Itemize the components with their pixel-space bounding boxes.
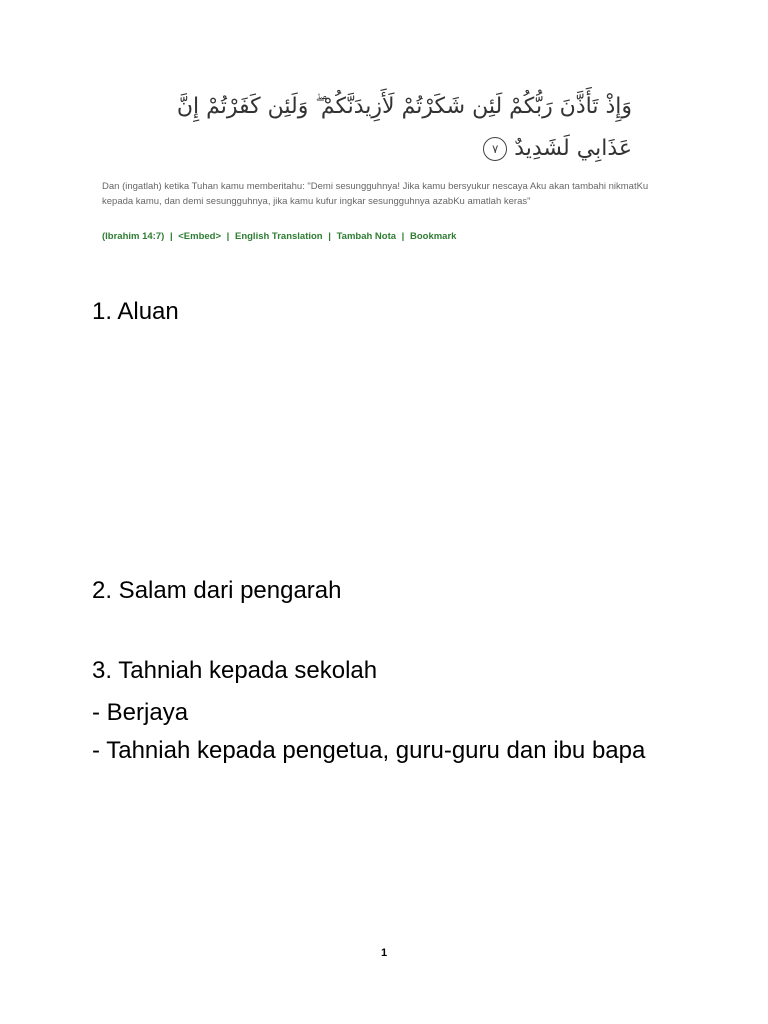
embed-link[interactable]: <Embed>	[178, 231, 222, 242]
section-salam: 2. Salam dari pengarah	[92, 577, 342, 604]
ayah-number-marker: ٧	[483, 137, 507, 161]
verse-reference-link[interactable]: (Ibrahim 14:7)	[102, 231, 165, 242]
arabic-verse-line-2	[172, 136, 632, 161]
arabic-verse-line-1: وَإِذْ تَأَذَّنَ رَبُّكُمْ لَئِن شَكَرْتُمْ لَأَزِيدَنَّكُمْ ۖ وَلَئِن كَفَرْتُمْ إِنَّ	[176, 94, 632, 119]
quran-verse-block	[92, 84, 672, 254]
link-separator: |	[169, 231, 173, 242]
section-tahniah: 3. Tahniah kepada sekolah	[92, 657, 378, 684]
verse-links-bar	[102, 231, 456, 242]
page-number: 1	[380, 947, 388, 959]
bullet-berjaya: - Berjaya	[92, 699, 189, 726]
link-separator: |	[328, 231, 331, 242]
bookmark-link[interactable]: Bookmark	[409, 231, 457, 242]
verse-translation: Dan (ingatlah) ketika Tuhan kamu memberitahu: "Demi sesungguhnya! Jika kamu bersyukur nescaya Aku akan tambahi nikmatKu kepada kamu, dan demi sesungguhnya, jika kamu kufur ingkar sesungguhnya azabKu amatlah keras"	[102, 181, 649, 207]
bullet-tahniah-detail: - Tahniah kepada pengetua, guru-guru dan ibu bapa	[92, 737, 646, 764]
tambah-nota-link[interactable]: Tambah Nota	[336, 231, 397, 242]
arabic-verse-line-2-text: عَذَابِي لَشَدِيدٌ	[514, 136, 632, 161]
english-translation-link[interactable]: English Translation	[234, 231, 323, 242]
link-separator: |	[401, 231, 405, 242]
link-separator: |	[226, 231, 230, 242]
section-aluan: 1. Aluan	[92, 298, 179, 325]
